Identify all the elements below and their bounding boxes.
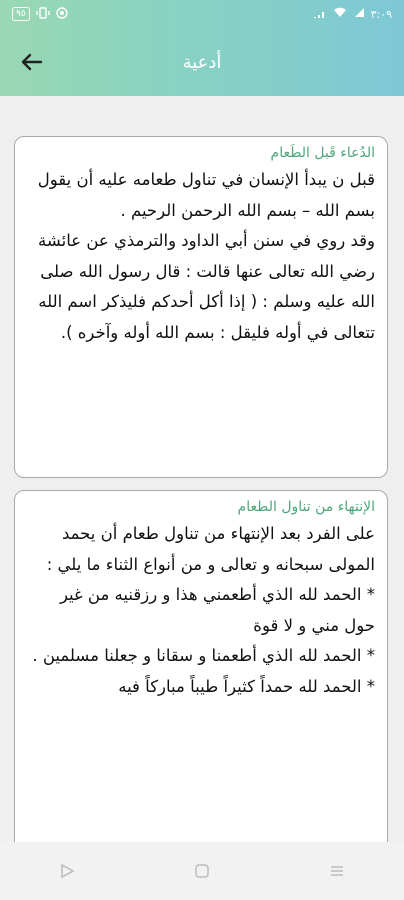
back-button[interactable] bbox=[14, 46, 50, 78]
vibrate-icon bbox=[36, 7, 50, 22]
status-bar bbox=[0, 0, 404, 28]
dua-card-text: قبل ن يبدأ الإنسان في تناول طعامه عليه أن يقول بسم الله – بسم الله الرحمن الرحيم . وقد روي في سنن أبي الداود والترمذي عن عائشة رضي الله تعالى عنها قالت : قال رسول الله صلى الله عليه وسلم : ( إذا أكل أحدكم فليذكر اسم الله تتعالى في أوله فليقل : بسم الله أوله وآخره ). bbox=[37, 170, 375, 342]
dua-card[interactable] bbox=[14, 136, 388, 478]
header bbox=[0, 0, 404, 96]
wifi-icon bbox=[333, 7, 347, 21]
arrow-left-icon bbox=[21, 53, 43, 71]
status-right bbox=[313, 7, 392, 21]
dua-card-title: الدُعاء قَبل الطَعام bbox=[270, 145, 375, 161]
dua-card[interactable] bbox=[14, 490, 388, 842]
nav-recents-button[interactable] bbox=[307, 851, 367, 891]
app-bar bbox=[0, 28, 404, 96]
system-nav-bar bbox=[0, 842, 404, 900]
circle-icon bbox=[56, 7, 68, 22]
signal-icon bbox=[313, 8, 327, 21]
dua-card-title: الإنتهاء من تناول الطعام bbox=[237, 499, 375, 515]
status-left bbox=[12, 7, 68, 22]
menu-lines-icon bbox=[329, 863, 345, 879]
dua-card-text: على الفرد بعد الإنتهاء من تناول طعام أن يحمد المولى سبحانه و تعالى و من أنواع الثناء ما يلي : * الحمد لله الذي أطعمني هذا و رزقنيه من غير حول مني و لا قوة * الحمد لله الذي أطعمنا و سقانا و جعلنا مسلمين . * الحمد لله حمداً كثيراً طيباً مباركاً فيه bbox=[32, 524, 375, 696]
play-back-icon bbox=[59, 863, 75, 879]
cell-signal-icon bbox=[353, 7, 365, 21]
nav-home-button[interactable] bbox=[172, 851, 232, 891]
home-square-icon bbox=[194, 863, 210, 879]
content-list[interactable] bbox=[0, 96, 404, 842]
nav-back-button[interactable] bbox=[37, 851, 97, 891]
battery-icon: ٩٥ bbox=[12, 7, 30, 21]
status-time: ٣:٠٩ bbox=[370, 7, 392, 21]
page-title: أدعية bbox=[182, 51, 222, 73]
